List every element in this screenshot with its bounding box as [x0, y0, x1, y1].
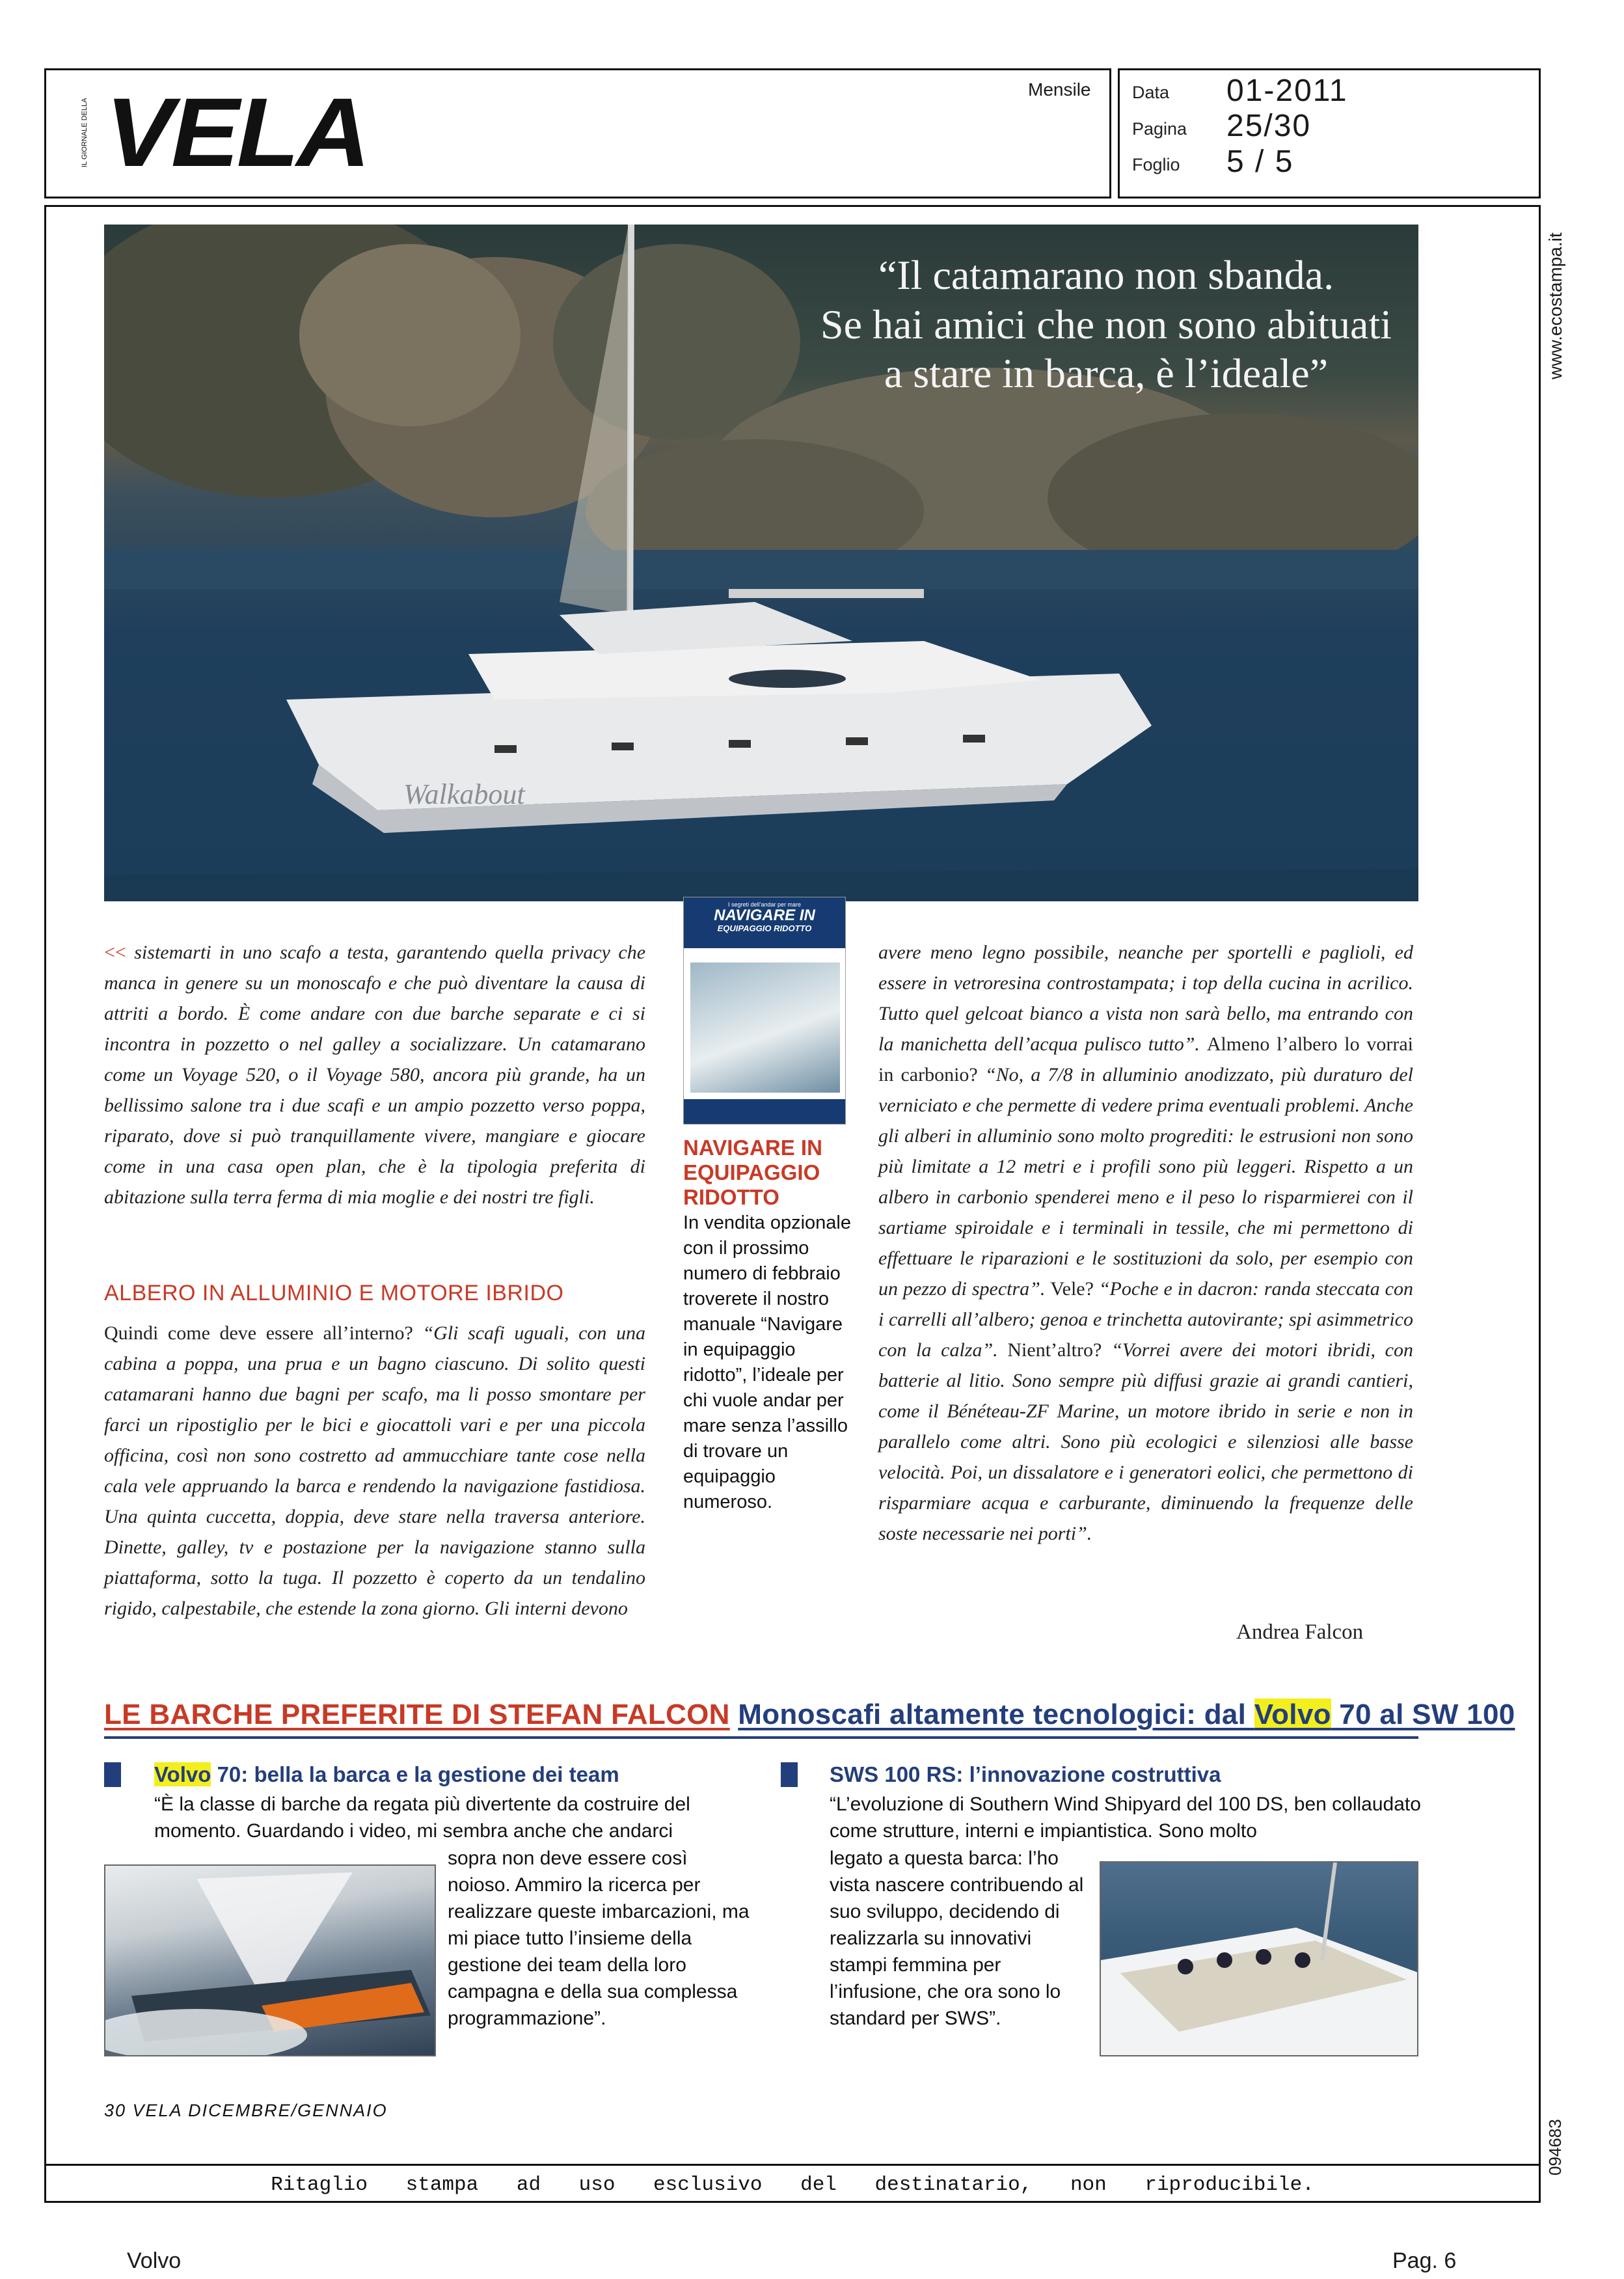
author-byline: Andrea Falcon — [1236, 1620, 1364, 1644]
box-left-text-top: “È la classe di barche da regata più divertente da costruire del momento. Guardando i video, mi sembra anche che andarci — [154, 1794, 690, 1842]
sws100-photo — [1100, 1861, 1418, 2056]
band-blue-pre: Monoscafi altamente tecnologici: dal — [738, 1699, 1254, 1730]
page-folio: 30 VELA DICEMBRE/GENNAIO — [104, 2101, 388, 2120]
continuation-marker: << — [104, 942, 126, 963]
book-cover-header — [684, 897, 845, 948]
foglio-value: 5 / 5 — [1226, 144, 1294, 179]
logo-sideline: IL GIORNALE DELLA — [81, 98, 88, 168]
book-promo-title: NAVIGARE IN EQUIPAGGIO RIDOTTO — [683, 1136, 822, 1209]
book-cover-subtitle: EQUIPAGGIO RIDOTTO — [717, 923, 812, 933]
band-title-blue — [738, 1699, 1515, 1730]
book-promo-text: In vendita opzionale con il prossimo numero di febbraio troverete il nostro manuale “Navigare in equipaggio ridotto”, l’ideale per chi vuole andar per mare senza l’assillo di trovare un equipaggio numeroso. — [683, 1212, 851, 1512]
article-question-2: Almeno l’albero lo vorrai in carbonio? — [878, 1033, 1413, 1085]
footer-keyword: Volvo — [127, 2248, 182, 2273]
box-right-bullet — [781, 1762, 798, 1787]
pull-quote-line-2: Se hai amici che non sono abituati — [820, 301, 1392, 348]
article-paragraph-5: “Poche e in dacron: randa steccata con i carrelli all’albero; genoa e trinchetta autovirante; spi asimmetrico con la calza”. — [878, 1278, 1413, 1361]
book-cover-title: NAVIGARE IN — [714, 907, 815, 924]
pagina-label: Pagina — [1132, 119, 1187, 139]
article-paragraph-3: avere meno legno possibile, neanche per sportelli e paglioli, ed essere in vetroresina controstampata; i top della cucina in acrilico. Tutto quel gelcoat bianco a vista non sarà bello, ma entrando con la manichetta dell’acqua pulisco tutto”. — [878, 942, 1413, 1055]
section-band — [104, 1699, 1515, 1735]
article-question-1: Quindi come deve essere all’interno? — [104, 1322, 413, 1344]
book-cover-tagline: I segreti dell’andar per mare — [727, 901, 802, 908]
band-blue-highlight: Volvo — [1254, 1699, 1331, 1730]
article-paragraph-2: “Gli scafi uguali, con una cabina a poppa, una prua e un bagno ciascuno. Di solito questi catamarani hanno due bagni per scafo, ma li posso smontare per farci un ripostiglio per le bici e giocattoli vari e per una piccola officina, così non sono costretto ad ammucchiare tante cose nella cala vele appruando la barca e rendendo la navigazione fastidiosa. Una quinta cuccetta, doppia, deve stare nella traversa anteriore. Dinette, galley, tv e postazione per la navigazione stanno sulla piattaforma, sotto la tuga. Il pozzetto è coperto da un tendalino rigido, calpestabile, che estende la zona giorno. Gli interni devono — [104, 1322, 645, 1619]
box-right-text-top: “L’evoluzione di Southern Wind Shipyard del 100 DS, ben collaudato come strutture, interni e impiantistica. Sono molto — [830, 1794, 1421, 1842]
frequency-label: Mensile — [1028, 79, 1091, 100]
catamaran-illustration — [104, 225, 1418, 901]
box-left-text-side: sopra non deve essere così noioso. Ammiro la ricerca per realizzare queste imbarcazioni, ma mi piace tutto l’insieme della gestione dei team della loro campagna e della sua complessa programmazione”. — [448, 1848, 750, 2029]
volvo70-photo — [104, 1864, 436, 2056]
band-blue-post: 70 al SW 100 — [1331, 1699, 1515, 1730]
article-subhead: ALBERO IN ALLUMINIO E MOTORE IBRIDO — [104, 1281, 564, 1305]
disclaimer: Ritaglio stampa ad uso esclusivo del destinatario, non riproducibile. — [271, 2174, 1314, 2196]
hero-photo — [104, 225, 1418, 901]
data-label: Data — [1132, 83, 1170, 102]
footer-page-number: Pag. 6 — [1392, 2248, 1457, 2273]
box-left-heading-rest: 70: bella la barca e la gestione dei team — [211, 1762, 619, 1786]
article-question-4: Nient’altro? — [1007, 1339, 1102, 1361]
hull-name: Walkabout — [403, 778, 525, 810]
article-question-3: Vele? — [1050, 1278, 1094, 1300]
disclaimer-rule — [44, 2164, 1541, 2166]
pull-quote-line-3: a stare in barca, è l’ideale” — [884, 350, 1329, 397]
side-code: 094683 — [1545, 2119, 1565, 2176]
pull-quote-line-1: “Il catamarano non sbanda. — [878, 252, 1334, 298]
band-rule — [104, 1736, 1418, 1739]
book-cover-footer — [684, 1099, 846, 1125]
data-value: 01-2011 — [1226, 74, 1348, 108]
box-right-text-side: legato a questa barca: l’ho vista nascere contribuendo al suo sviluppo, decidendo di realizzarla su innovativi stampi femmina per l’infusione, che ora sono lo standard per SWS”. — [830, 1848, 1084, 2029]
band-title-red: LE BARCHE PREFERITE DI STEFAN FALCON — [104, 1699, 730, 1730]
box-right-heading: SWS 100 RS: l’innovazione costruttiva — [830, 1762, 1221, 1786]
foglio-label: Foglio — [1132, 155, 1180, 174]
article-paragraph-6: “Vorrei avere dei motori ibridi, con batterie al litio. Sono sempre più diffusi grazie ai grandi cantieri, come il Bénéteau-ZF Marine, un motore ibrido in serie e non in parallelo come altri. Sono più ecologici e silenziosi alle basse velocità. Poi, un dissalatore e i generatori eolici, che permettono di risparmiare acqua e carburante, diminuendo la frequenze delle soste necessarie nei porti”. — [878, 1339, 1413, 1544]
vela-logo — [81, 77, 368, 187]
volvo70-photo-art — [105, 1866, 436, 2056]
book-cover-photo — [690, 962, 840, 1093]
box-left-bullet — [104, 1762, 121, 1787]
article-column-left-bottom — [104, 1318, 645, 1624]
book-cover — [683, 897, 846, 1125]
article-column-left-top — [104, 937, 645, 1212]
box-left-heading — [154, 1762, 619, 1787]
article-column-right — [878, 937, 1413, 1549]
article-paragraph-1: sistemarti in uno scafo a testa, garantendo quella privacy che manca in genere su un monoscafo e che può diventare la causa di attriti a bordo. È come andare con due barche separate e ci si incontra in pozzetto o nel galley a socializzare. Un catamarano come un Voyage 520, o il Voyage 580, ancora più grande, ha un bellissimo salone tra i due scafi e un ampio pozzetto verso poppa, riparato, dove si può tranquillamente vivere, mangiare e giocare come in una casa open plan, che è la tipologia preferita di abitazione sulla terra ferma di mia moglie e dei nostri tre figli. — [104, 942, 646, 1208]
box-left-heading-highlight: Volvo — [154, 1762, 211, 1786]
pagina-value: 25/30 — [1226, 109, 1312, 143]
article-paragraph-4: “No, a 7/8 in alluminio anodizzato, più duraturo del verniciato e che permette di vedere prima eventuali problemi. Anche gli alberi in alluminio sono molto progrediti: le estrusioni non sono più limitate a 12 metri e i profili sono più leggeri. Rispetto a un albero in carbonio spenderei meno e il peso lo risparmierei con il sartiame spiroidale e i terminali in tessile, che mi permettono di effettuare le riparazioni e le sostituzioni da solo, per esempio con un pezzo di spectra”. — [878, 1064, 1414, 1300]
side-url: www.ecostampa.it — [1545, 232, 1565, 379]
logo-text: VELA — [105, 77, 368, 187]
sws100-photo-art — [1101, 1863, 1418, 2056]
